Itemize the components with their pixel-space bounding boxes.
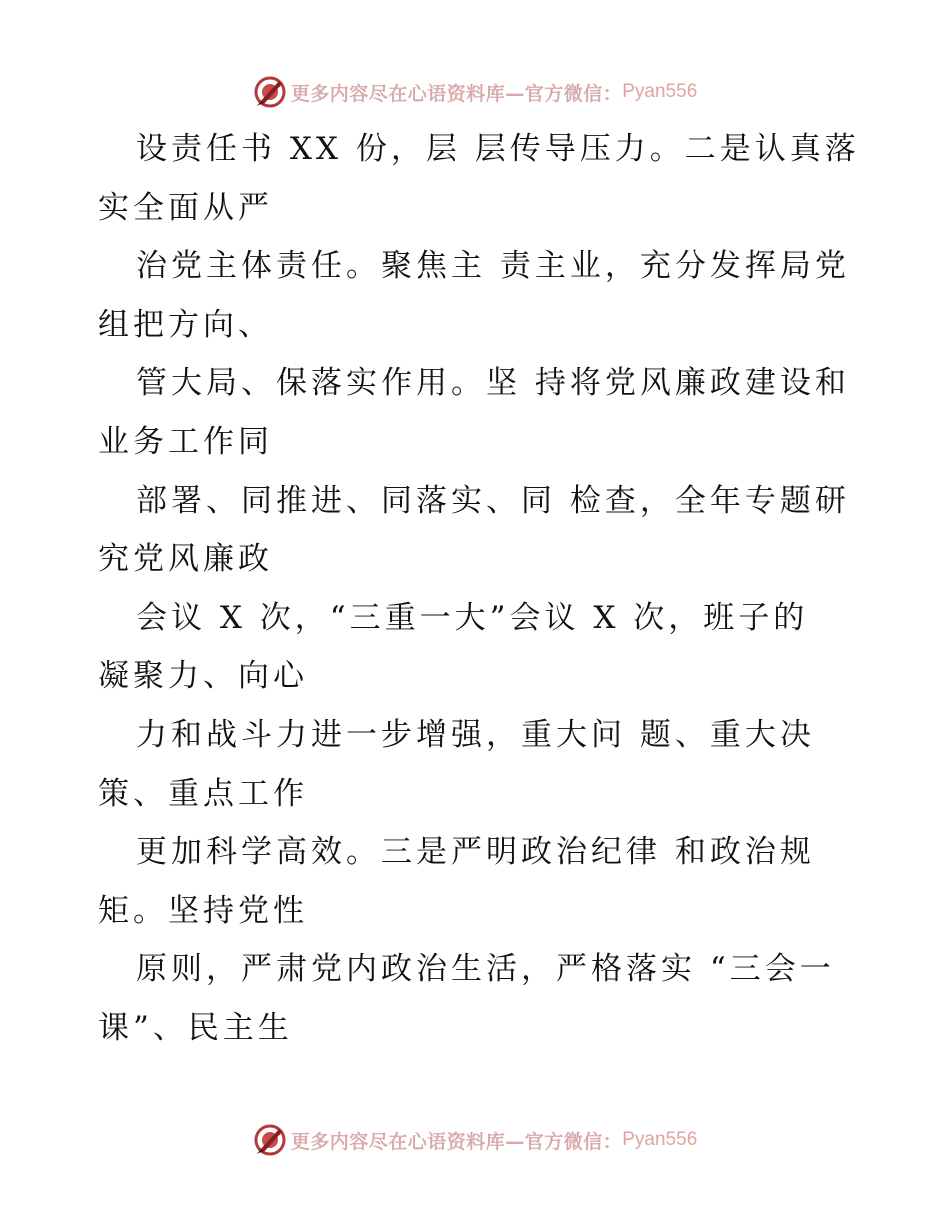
text-line: 课”、民主生: [98, 1009, 293, 1046]
text-line: 更加科学高效。三是严明政治纪律 和政治规: [136, 834, 815, 871]
footer-banner-text: 更多内容尽在心语资料库—官方微信：: [290, 1130, 623, 1153]
text-line: 凝聚力、向心: [98, 658, 308, 695]
text-line: 究党风廉政: [98, 541, 273, 578]
text-line: 力和战斗力进一步增强，重大问 题、重大决: [136, 716, 815, 753]
text-line: 原则，严肃党内政治生活，严格落实 “三会一: [136, 951, 835, 988]
text-line: 部署、同推进、同落实、同 检查，全年专题研: [136, 482, 850, 519]
text-line: 矩。坚持党性: [98, 892, 308, 929]
text-line: 治党主体责任。聚焦主 责主业，充分发挥局党: [136, 248, 850, 285]
text-line: 策、重点工作: [98, 775, 308, 812]
text-line: 设责任书 XX 份，层 层传导压力。二是认真落: [136, 131, 860, 167]
text-line: 业务工作同: [98, 423, 273, 460]
header-banner-wechat-id: Pyan556: [622, 81, 698, 102]
quill-seal-icon: [253, 75, 287, 109]
text-line: 实全面从严: [98, 189, 273, 226]
body-text: [98, 120, 858, 1058]
footer-banner-wechat-id: Pyan556: [622, 1129, 698, 1150]
text-line: 管大局、保落实作用。坚 持将党风廉政建设和: [136, 365, 850, 402]
header-banner-text: 更多内容尽在心语资料库—官方微信：: [290, 82, 623, 105]
quill-seal-icon: [253, 1123, 287, 1157]
header-banner: [0, 72, 950, 112]
text-line: 组把方向、: [98, 306, 273, 343]
footer-banner: [0, 1120, 950, 1160]
text-line: 会议 X 次，“三重一大”会议 X 次，班子的: [136, 599, 809, 636]
